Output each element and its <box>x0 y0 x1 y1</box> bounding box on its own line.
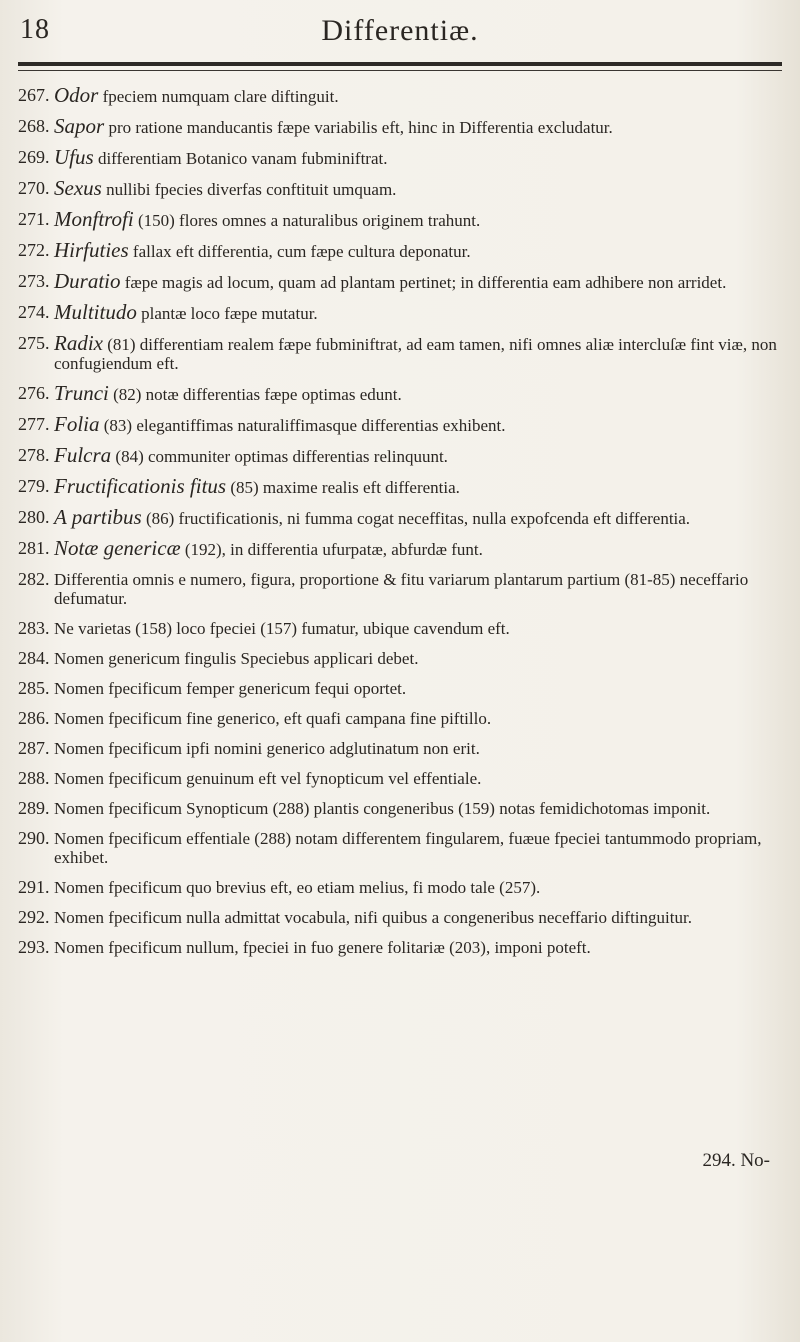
aphorism-number: 275. <box>18 333 50 353</box>
aphorism-number: 267. <box>18 85 50 105</box>
aphorism-text <box>54 505 790 529</box>
page-number: 18 <box>20 14 50 45</box>
aphorism-heading: Hirfuties <box>54 238 129 262</box>
aphorism-entry <box>18 619 790 638</box>
aphorism-entry <box>18 412 790 436</box>
catchword: 294. No- <box>702 1150 770 1171</box>
aphorism-body: Nomen fpecificum nullum, fpeciei in fuo genere folitariæ (203), imponi poteft. <box>54 938 591 957</box>
aphorism-heading: A partibus <box>54 505 142 529</box>
aphorism-body: Nomen fpecificum nulla admittat vocabula, nifi quibus a congeneribus neceffario diftinguitur. <box>54 908 692 927</box>
aphorism-body: Nomen fpecificum quo brevius eft, eo etiam melius, fi modo tale (257). <box>54 878 541 897</box>
aphorism-body: (85) maxime realis eft differentia. <box>230 478 460 497</box>
aphorism-body: plantæ loco fæpe mutatur. <box>141 304 318 323</box>
aphorism-number: 274. <box>18 302 50 322</box>
aphorism-number: 286. <box>18 708 50 728</box>
aphorism-entry <box>18 505 790 529</box>
aphorism-entry <box>18 739 790 758</box>
aphorism-body: nullibi fpecies diverfas conftituit umquam. <box>106 180 397 199</box>
aphorism-entry <box>18 83 790 107</box>
aphorism-number: 283. <box>18 618 50 638</box>
aphorism-body: (86) fructificationis, ni fumma cogat neceffitas, nulla expofcenda eft differentia. <box>145 509 691 528</box>
aphorism-body: differentiam Botanico vanam fubminiftrat. <box>97 149 388 168</box>
aphorism-heading: Sexus <box>54 176 102 200</box>
aphorism-text <box>54 114 790 138</box>
aphorism-heading: Trunci <box>54 381 109 405</box>
aphorism-entry <box>18 269 790 293</box>
aphorism-heading: Monftrofi <box>54 207 134 231</box>
aphorism-body: Nomen fpecificum ipfi nomini generico adglutinatum non erit. <box>54 739 480 758</box>
aphorism-number: 287. <box>18 738 50 758</box>
aphorism-entry <box>18 176 790 200</box>
aphorism-number: 269. <box>18 147 50 167</box>
aphorism-text <box>54 269 790 293</box>
aphorism-text <box>54 799 790 818</box>
aphorism-body: (81) differentiam realem fæpe fubminiftrat, ad eam tamen, nifi omnes aliæ intercluſæ fint viæ, non confugiendum eft. <box>54 335 777 373</box>
aphorism-list <box>18 83 790 957</box>
aphorism-text <box>54 443 790 467</box>
aphorism-text <box>54 878 790 897</box>
aphorism-body: (82) notæ differentias fæpe optimas edunt. <box>113 385 402 404</box>
aphorism-entry <box>18 536 790 560</box>
running-title: Differentiæ. <box>321 14 479 47</box>
aphorism-body: Nomen genericum fingulis Speciebus applicari debet. <box>54 649 419 668</box>
aphorism-text <box>54 619 790 638</box>
header-rule <box>18 62 782 66</box>
aphorism-number: 291. <box>18 877 50 897</box>
aphorism-text <box>54 536 790 560</box>
page-header <box>0 10 800 54</box>
aphorism-body: Nomen fpecificum femper genericum fequi oportet. <box>54 679 407 698</box>
aphorism-number: 285. <box>18 678 50 698</box>
header-rule-thin <box>18 70 782 71</box>
aphorism-heading: Folia <box>54 412 100 436</box>
aphorism-number: 268. <box>18 116 50 136</box>
aphorism-body: pro ratione manducantis fæpe variabilis eft, hinc in Differentia excludatur. <box>108 118 613 137</box>
aphorism-number: 284. <box>18 648 50 668</box>
aphorism-text <box>54 709 790 728</box>
aphorism-entry <box>18 114 790 138</box>
aphorism-body: Nomen fpecificum Synopticum (288) plantis congeneribus (159) notas femidichotomas imponit. <box>54 799 711 818</box>
aphorism-text <box>54 570 790 608</box>
aphorism-text <box>54 176 790 200</box>
aphorism-entry <box>18 207 790 231</box>
aphorism-text <box>54 474 790 498</box>
aphorism-body: fæpe magis ad locum, quam ad plantam pertinet; in differentia eam adhibere non arridet. <box>124 273 727 292</box>
aphorism-text <box>54 829 790 867</box>
aphorism-number: 270. <box>18 178 50 198</box>
aphorism-text <box>54 207 790 231</box>
aphorism-body: (192), in differentia ufurpatæ, abfurdæ funt. <box>184 540 483 559</box>
aphorism-body: Nomen fpecificum genuinum eft vel fynopticum vel effentiale. <box>54 769 482 788</box>
aphorism-heading: Fulcra <box>54 443 112 467</box>
aphorism-heading: Odor <box>54 83 99 107</box>
aphorism-entry <box>18 570 790 608</box>
aphorism-body: Differentia omnis e numero, figura, proportione & fitu variarum plantarum partium (81-85) neceffario defumatur. <box>54 570 749 608</box>
aphorism-number: 282. <box>18 569 50 589</box>
aphorism-entry <box>18 829 790 867</box>
aphorism-text <box>54 739 790 758</box>
aphorism-entry <box>18 331 790 373</box>
aphorism-entry <box>18 238 790 262</box>
aphorism-body: fallax eft differentia, cum fæpe cultura deponatur. <box>132 242 471 261</box>
aphorism-number: 280. <box>18 507 50 527</box>
aphorism-body: (83) elegantiffimas naturaliffimasque differentias exhibent. <box>103 416 506 435</box>
aphorism-entry <box>18 443 790 467</box>
aphorism-number: 289. <box>18 798 50 818</box>
aphorism-heading: Duratio <box>54 269 121 293</box>
aphorism-text <box>54 238 790 262</box>
aphorism-text <box>54 381 790 405</box>
aphorism-text <box>54 679 790 698</box>
aphorism-number: 290. <box>18 828 50 848</box>
aphorism-number: 281. <box>18 538 50 558</box>
aphorism-heading: Notæ genericæ <box>54 536 181 560</box>
aphorism-text <box>54 908 790 927</box>
aphorism-text <box>54 83 790 107</box>
aphorism-number: 272. <box>18 240 50 260</box>
aphorism-text <box>54 649 790 668</box>
aphorism-number: 288. <box>18 768 50 788</box>
aphorism-entry <box>18 300 790 324</box>
aphorism-entry <box>18 709 790 728</box>
aphorism-body: fpeciem numquam clare diftinguit. <box>102 87 339 106</box>
aphorism-text <box>54 412 790 436</box>
aphorism-heading: Sapor <box>54 114 105 138</box>
aphorism-body: (84) communiter optimas differentias relinquunt. <box>115 447 448 466</box>
aphorism-text <box>54 938 790 957</box>
aphorism-text <box>54 769 790 788</box>
aphorism-number: 279. <box>18 476 50 496</box>
aphorism-entry <box>18 938 790 957</box>
aphorism-body: (150) flores omnes a naturalibus originem trahunt. <box>137 211 481 230</box>
aphorism-body: Nomen fpecificum effentiale (288) notam differentem fingularem, fuæue fpeciei tantummodo propriam, exhibet. <box>54 829 762 867</box>
aphorism-entry <box>18 799 790 818</box>
aphorism-entry <box>18 381 790 405</box>
aphorism-text <box>54 145 790 169</box>
aphorism-entry <box>18 679 790 698</box>
aphorism-heading: Multitudo <box>54 300 137 324</box>
aphorism-text <box>54 300 790 324</box>
aphorism-entry <box>18 474 790 498</box>
aphorism-heading: Ufus <box>54 145 94 169</box>
aphorism-entry <box>18 769 790 788</box>
aphorism-number: 276. <box>18 383 50 403</box>
aphorism-number: 292. <box>18 907 50 927</box>
aphorism-entry <box>18 908 790 927</box>
aphorism-number: 273. <box>18 271 50 291</box>
aphorism-number: 293. <box>18 937 50 957</box>
aphorism-body: Ne varietas (158) loco fpeciei (157) fumatur, ubique cavendum eft. <box>54 619 510 638</box>
aphorism-heading: Fructificationis fitus <box>54 474 227 498</box>
aphorism-heading: Radix <box>54 331 103 355</box>
aphorism-entry <box>18 145 790 169</box>
aphorism-entry <box>18 878 790 897</box>
aphorism-text <box>54 331 790 373</box>
aphorism-body: Nomen fpecificum fine generico, eft quafi campana fine piftillo. <box>54 709 492 728</box>
aphorism-number: 277. <box>18 414 50 434</box>
aphorism-entry <box>18 649 790 668</box>
aphorism-number: 278. <box>18 445 50 465</box>
aphorism-number: 271. <box>18 209 50 229</box>
